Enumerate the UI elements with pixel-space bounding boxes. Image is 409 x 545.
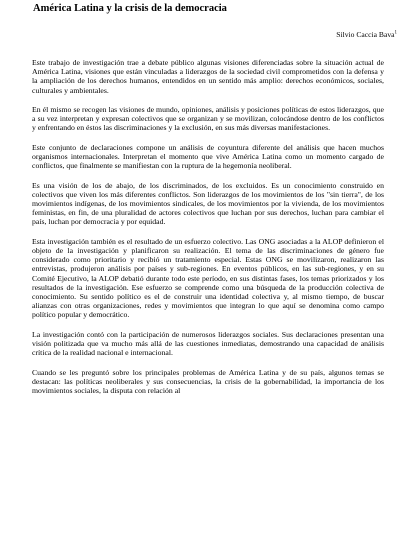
document-body <box>32 58 384 405</box>
author-name: Silvio Caccia Bava <box>336 30 395 39</box>
paragraph-visions: En él mismo se recogen las visiones de mundo, opiniones, análisis y posiciones políticas de estos liderazgos, que a su vez interpretan y expresan colectivos que se organizan y se movilizan, colocándose dentro de los conflictos y enfrentando en éstos las discriminaciones y la exclusión, en sus más diversas manifestaciones. <box>32 105 384 133</box>
paragraph-collective-effort: Esta investigación también es el resultado de un esfuerzo colectivo. Las ONG asociadas a la ALOP definieron el objeto de la investigación y planificaron su realización. El tema de las discriminaciones de género fue considerado como prioritario y recibió un tratamiento especial. Estas ONG se movilizaron, realizaron las entrevistas, produjeron análisis por países y sub-regiones. En eventos públicos, en las sub-regiones, y en su Comité Ejecutivo, la ALOP debatió durante todo este período, en sus distintas fases, los temas priorizados y los resultados de la investigación. Ese esfuerzo se comprende como una búsqueda de la producción colectiva de conocimiento. Su sentido político es el de construir una identidad colectiva y, al mismo tiempo, de buscar alianzas con otras organizaciones, redes y movimientos que integran lo que aquí se denomina como campo político popular y democrático. <box>32 236 384 320</box>
paragraph-main-problems: Cuando se les preguntó sobre los principales problemas de América Latina y de su país, algunos temas se destacan: las políticas neoliberales y sus consecuencias, la crisis de la gobernabilidad, la importancia de los movimientos sociales, la disputa con relación al <box>32 367 384 396</box>
paragraph-declarations: Este conjunto de declaraciones compone un análisis de coyuntura diferente del análisis que hacen muchos organismos internacionales. Interpretan el momento que vive América Latina como un momento cargado de conflictos, que finalmente se manifiestan con la ruptura de la hegemonía neoliberal. <box>32 142 384 171</box>
paragraph-intro: Este trabajo de investigación trae a debate público algunas visiones diferenciadas sobre la situación actual de América Latina, visiones que están vinculadas a liderazgos de la sociedad civil comprometidos con la defensa y la ampliación de los derechos humanos, entendidos en un sentido más amplio: derechos económicos, sociales, culturales y ambientales. <box>32 58 384 95</box>
footnote-marker: 1 <box>394 30 397 36</box>
paragraph-participation: La investigación contó con la participación de numerosos liderazgos sociales. Sus declaraciones presentan una visión politizada que va mucho más allá de las cuestiones inmediatas, demostrando una capacidad de análisis crítica de la realidad nacional e internacional. <box>32 329 384 358</box>
paragraph-from-below: Es una visión de los de abajo, de los discriminados, de los excluidos. Es un conocimiento construido en colectivos que viven los más diferentes conflictos. Son liderazgos de los movimientos de los "sin tierra", de los movimientos indígenas, de los movimientos sindicales, de los movimientos por la vivienda, de los movimientos feministas, en fin, de una pluralidad de actores colectivos que luchan por sus derechos, luchan para cambiar el país, luchan por democracia y por equidad. <box>32 180 384 227</box>
document-title: América Latina y la crisis de la democracia <box>33 3 227 14</box>
author-byline <box>336 30 397 39</box>
